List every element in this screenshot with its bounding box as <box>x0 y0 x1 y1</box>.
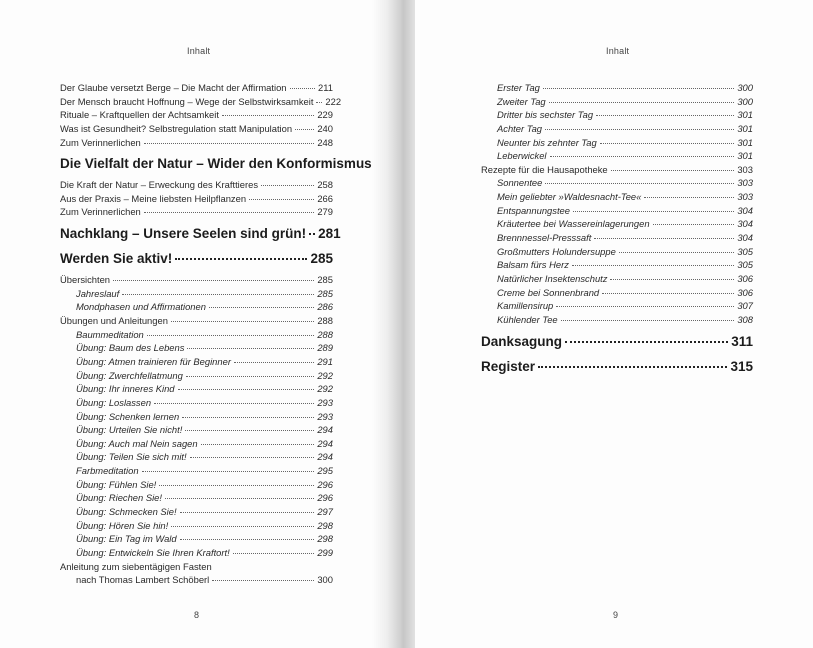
toc-entry-page: 294 <box>317 424 333 436</box>
dot-leader <box>147 335 315 336</box>
toc-entry-title: Rituale – Kraftquellen der Achtsamkeit <box>60 109 219 121</box>
toc-entry-page: 300 <box>317 574 333 586</box>
toc-entry-title: Aus der Praxis – Meine liebsten Heilpflanzen <box>60 192 247 204</box>
toc-entry <box>60 287 333 301</box>
toc-entry <box>60 95 342 109</box>
toc-entry-page: 240 <box>317 122 333 134</box>
dot-leader <box>190 457 315 458</box>
toc-chapter-entry <box>481 331 753 352</box>
dot-leader <box>619 252 735 253</box>
toc-entry-title: Natürlicher Insektenschutz <box>497 272 608 284</box>
toc-entry-page: 222 <box>325 95 342 107</box>
toc-entry-title: Kräutertee bei Wassereinlagerungen <box>497 218 650 230</box>
dot-leader <box>556 306 734 307</box>
toc-entry <box>60 450 333 464</box>
toc-entry <box>60 81 333 95</box>
toc-entry-title: Zum Verinnerlichen <box>60 136 141 148</box>
toc-entry-title: Übung: Schenken lernen <box>76 410 180 422</box>
toc-entry <box>60 423 333 437</box>
toc-entry-title: Übung: Teilen Sie sich mit! <box>76 451 187 463</box>
toc-entry-page: 294 <box>317 451 333 463</box>
toc-entry <box>60 136 333 150</box>
toc-entry-title: Achter Tag <box>497 122 542 134</box>
toc-entry-page: 286 <box>317 301 333 313</box>
toc-entry-title: Kühlender Tee <box>497 313 558 325</box>
toc-entry-page: 293 <box>317 410 333 422</box>
dot-leader <box>545 129 734 130</box>
dot-leader <box>165 498 314 499</box>
dot-leader <box>144 212 315 213</box>
toc-entry-title: Übung: Ihr inneres Kind <box>76 383 175 395</box>
toc-entry-title: Creme bei Sonnenbrand <box>497 286 600 298</box>
toc-entry-title: Übung: Loslassen <box>76 396 152 408</box>
toc-entry <box>60 300 333 314</box>
running-header: Inhalt <box>606 46 630 56</box>
toc-entry-title: Erster Tag <box>497 82 540 93</box>
toc-entry-page: 304 <box>737 232 753 244</box>
page-number: 9 <box>613 610 619 620</box>
dot-leader <box>122 294 314 295</box>
toc-entry <box>60 560 333 574</box>
toc-entry-page: 306 <box>737 272 753 284</box>
toc-entry-title: Zum Verinnerlichen <box>60 206 141 218</box>
toc-entry <box>60 178 333 192</box>
dot-leader <box>171 526 314 527</box>
page-number: 8 <box>194 610 200 620</box>
toc-entry-title: Zweiter Tag <box>497 95 546 107</box>
toc-entry <box>481 204 753 218</box>
toc-entry <box>60 437 333 451</box>
toc-entry <box>60 192 333 206</box>
toc-entry-page: 258 <box>317 179 333 191</box>
toc-entry-page: 266 <box>317 192 333 204</box>
dot-leader <box>295 129 314 130</box>
toc-entry <box>481 272 753 286</box>
toc-entry <box>60 478 333 492</box>
toc-entry-page: 297 <box>317 506 333 518</box>
toc-entry-title: Kamillensirup <box>497 300 554 312</box>
dot-leader <box>171 321 314 322</box>
toc-entry-title: Übung: Urteilen Sie nicht! <box>76 424 183 436</box>
dot-leader <box>261 185 314 186</box>
toc-entry-page: 292 <box>317 369 333 381</box>
table-of-contents <box>481 81 753 381</box>
toc-entry-title: nach Thomas Lambert Schöberl <box>76 574 210 586</box>
toc-entry-title: Entspannungstee <box>497 204 570 216</box>
dot-leader <box>572 265 734 266</box>
toc-entry-page: 308 <box>737 313 753 325</box>
dot-leader <box>201 444 315 445</box>
toc-entry-title: Übungen und Anleitungen <box>60 315 168 327</box>
toc-entry-page: 299 <box>317 546 333 558</box>
toc-entry <box>60 410 333 424</box>
toc-entry <box>60 273 333 287</box>
dot-leader <box>316 102 322 103</box>
toc-entry-page: 289 <box>317 342 333 354</box>
dot-leader <box>594 238 734 239</box>
toc-entry-title: Übung: Atmen trainieren für Beginner <box>76 355 231 367</box>
toc-entry-title: Baummeditation <box>76 328 144 340</box>
toc-entry <box>481 299 753 313</box>
dot-leader <box>565 341 728 343</box>
toc-entry-title: Übung: Schmecken Sie! <box>76 506 177 518</box>
toc-entry-page: 311 <box>731 333 753 349</box>
toc-entry-title: Dritter bis sechster Tag <box>497 109 594 121</box>
toc-entry-page: 229 <box>317 109 333 121</box>
toc-entry-title: Übung: Riechen Sie! <box>76 492 162 504</box>
toc-entry <box>60 396 333 410</box>
toc-entry-page: 293 <box>317 396 333 408</box>
toc-entry <box>60 314 333 328</box>
dot-leader <box>290 88 316 89</box>
toc-chapter-entry <box>60 223 341 244</box>
toc-entry <box>481 217 753 231</box>
toc-entry-title: Neunter bis zehnter Tag <box>497 136 597 148</box>
toc-entry-page: 304 <box>737 218 753 230</box>
toc-entry-page: 294 <box>317 437 333 449</box>
toc-entry-title: Übung: Zwerchfellatmung <box>76 369 183 381</box>
toc-entry-title: Übung: Auch mal Nein sagen <box>76 437 198 449</box>
toc-entry <box>60 205 333 219</box>
toc-entry-title: Mein geliebter »Waldesnacht-Tee« <box>497 191 642 203</box>
toc-entry <box>481 149 753 163</box>
toc-entry <box>60 532 333 546</box>
dot-leader <box>212 580 314 581</box>
toc-entry <box>60 122 333 136</box>
toc-entry <box>481 95 753 109</box>
dot-leader <box>180 512 315 513</box>
left-page <box>0 0 395 648</box>
toc-entry <box>481 81 753 95</box>
toc-entry-page: 248 <box>317 136 333 148</box>
toc-entry-page: 305 <box>737 259 753 271</box>
toc-entry-page: 301 <box>737 150 753 162</box>
toc-entry-page: 305 <box>737 245 753 257</box>
toc-entry <box>60 546 333 560</box>
dot-leader <box>186 376 315 377</box>
toc-chapter-entry <box>60 248 333 269</box>
toc-entry <box>481 136 753 150</box>
dot-leader <box>610 279 734 280</box>
toc-entry-page: 303 <box>737 191 753 203</box>
toc-entry-title: Mondphasen und Affirmationen <box>76 301 206 313</box>
toc-entry <box>60 505 333 519</box>
dot-leader <box>182 417 314 418</box>
toc-entry-title: Übung: Fühlen Sie! <box>76 478 157 490</box>
dot-leader <box>538 366 727 368</box>
toc-entry-title: Übung: Hören Sie hin! <box>76 519 169 531</box>
dot-leader <box>543 88 734 89</box>
toc-entry-title: Jahreslauf <box>76 287 120 299</box>
toc-entry <box>60 369 333 383</box>
dot-leader <box>249 199 314 200</box>
dot-leader <box>187 348 314 349</box>
toc-entry-title: Übung: Ein Tag im Wald <box>76 533 177 545</box>
toc-entry <box>481 258 753 272</box>
toc-entry <box>481 122 753 136</box>
toc-entry-page: 296 <box>317 492 333 504</box>
toc-chapter-entry <box>60 153 372 174</box>
toc-entry-page: 285 <box>310 251 333 267</box>
toc-entry-page: 301 <box>737 136 753 148</box>
toc-entry <box>481 313 753 327</box>
toc-chapter-entry <box>481 356 753 377</box>
toc-entry-page: 295 <box>317 465 333 477</box>
toc-entry-page: 315 <box>730 358 753 374</box>
dot-leader <box>234 362 314 363</box>
dot-leader <box>611 170 735 171</box>
dot-leader <box>573 211 734 212</box>
toc-entry-page: 296 <box>317 478 333 490</box>
dot-leader <box>180 539 315 540</box>
toc-entry-page: 291 <box>317 355 333 367</box>
toc-entry <box>60 382 333 396</box>
toc-entry <box>481 163 753 177</box>
toc-entry-page: 288 <box>317 328 333 340</box>
toc-entry-title: Großmutters Holundersuppe <box>497 245 616 257</box>
dot-leader <box>596 115 734 116</box>
toc-entry-title: Farbmeditation <box>76 465 139 477</box>
toc-entry-page: 211 <box>318 82 333 93</box>
toc-entry-title: Danksagung <box>481 333 563 349</box>
toc-entry-title: Die Kraft der Natur – Erweckung des Krafttieres <box>60 179 259 191</box>
toc-entry-page: 279 <box>317 206 333 218</box>
toc-entry-page: 304 <box>737 204 753 216</box>
dot-leader <box>185 430 314 431</box>
toc-entry-title: Die Vielfalt der Natur – Wider den Konformismus <box>60 156 372 172</box>
toc-entry <box>60 573 333 587</box>
toc-entry-title: Anleitung zum siebentägigen Fasten <box>60 560 212 572</box>
toc-entry-title: Leberwickel <box>497 150 547 162</box>
toc-entry-title: Rezepte für die Hausapotheke <box>481 163 608 175</box>
toc-entry <box>481 176 753 190</box>
toc-entry <box>481 231 753 245</box>
toc-entry-page: 285 <box>317 287 333 299</box>
toc-entry <box>481 108 753 122</box>
right-page <box>415 0 813 648</box>
toc-entry-title: Sonnentee <box>497 177 543 189</box>
toc-entry-title: Werden Sie aktiv! <box>60 251 173 267</box>
toc-entry <box>60 328 333 342</box>
toc-entry-page: 300 <box>737 95 753 107</box>
dot-leader <box>549 102 735 103</box>
toc-entry <box>481 190 753 204</box>
toc-entry-title: Der Mensch braucht Hoffnung – Wege der Selbstwirksamkeit <box>60 95 314 107</box>
toc-entry <box>60 464 333 478</box>
dot-leader <box>142 471 315 472</box>
dot-leader <box>178 389 315 390</box>
toc-entry-title: Brennnessel-Presssaft <box>497 232 592 244</box>
toc-entry-page: 303 <box>737 163 753 175</box>
toc-entry <box>60 355 333 369</box>
toc-entry-page: 307 <box>737 300 753 312</box>
toc-entry <box>60 341 333 355</box>
toc-entry-title: Übersichten <box>60 274 111 286</box>
toc-entry-page: 301 <box>737 122 753 134</box>
toc-entry-page: 303 <box>737 177 753 189</box>
dot-leader <box>561 320 735 321</box>
toc-entry <box>60 491 333 505</box>
dot-leader <box>309 233 315 235</box>
toc-entry-title: Nachklang – Unsere Seelen sind grün! <box>60 226 307 242</box>
dot-leader <box>550 156 735 157</box>
toc-entry <box>60 519 333 533</box>
dot-leader <box>175 258 307 260</box>
dot-leader <box>233 553 315 554</box>
toc-entry-page: 285 <box>317 274 333 286</box>
toc-entry-title: Übung: Entwickeln Sie Ihren Kraftort! <box>76 546 230 558</box>
dot-leader <box>209 307 314 308</box>
dot-leader <box>600 143 735 144</box>
toc-entry-page: 301 <box>737 109 753 121</box>
dot-leader <box>144 143 315 144</box>
toc-entry-page: 300 <box>737 82 753 93</box>
toc-entry-page: 292 <box>317 383 333 395</box>
dot-leader <box>154 403 314 404</box>
toc-entry-title: Register <box>481 358 536 374</box>
dot-leader <box>159 485 314 486</box>
dot-leader <box>222 115 314 116</box>
dot-leader <box>653 224 735 225</box>
toc-entry-title: Der Glaube versetzt Berge – Die Macht der Affirmation <box>60 82 287 93</box>
dot-leader <box>602 293 734 294</box>
toc-entry-page: 306 <box>737 286 753 298</box>
dot-leader <box>545 183 734 184</box>
toc-entry-page: 298 <box>317 519 333 531</box>
dot-leader <box>644 197 734 198</box>
running-header: Inhalt <box>187 46 211 56</box>
toc-entry-title: Übung: Baum des Lebens <box>76 342 185 354</box>
toc-entry <box>481 245 753 259</box>
toc-entry-title: Was ist Gesundheit? Selbstregulation statt Manipulation <box>60 122 293 134</box>
toc-entry-page: 288 <box>317 315 333 327</box>
toc-entry <box>481 286 753 300</box>
dot-leader <box>113 280 314 281</box>
table-of-contents <box>60 81 372 587</box>
toc-entry-title: Balsam fürs Herz <box>497 259 569 271</box>
toc-entry <box>60 108 333 122</box>
toc-entry-page: 281 <box>318 226 341 242</box>
toc-entry-page: 298 <box>317 533 333 545</box>
